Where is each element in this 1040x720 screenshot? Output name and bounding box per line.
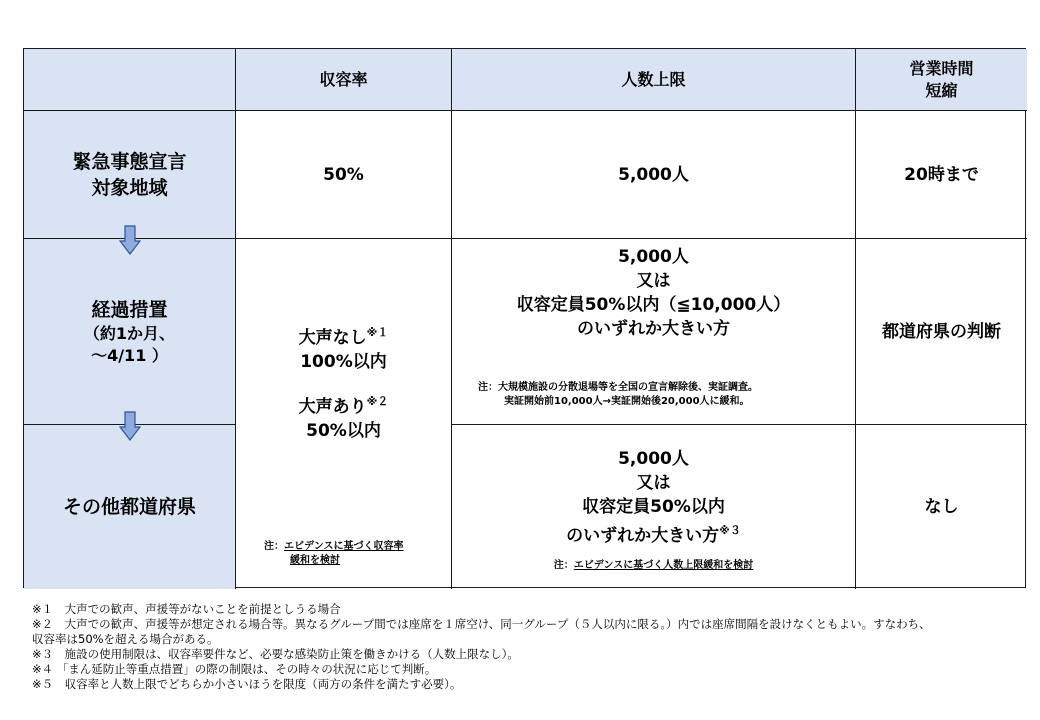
- restrictions-table: [23, 48, 1026, 588]
- row2-limit-line2: 又は: [636, 271, 671, 291]
- footnote-2-continued: 収容率は50%を超える場合がある。: [32, 632, 219, 646]
- row2-limit-note-line1: 注：大規模施設の分散退場等を全国の宣言解除後、実証調査。: [478, 382, 758, 393]
- header-capacity-rate: [236, 49, 452, 111]
- row2-hours-value: 都道府県の判断: [882, 321, 1001, 342]
- footnote-1: ※１ 大声での歓声、声援等がないことを前提としうる場合: [32, 602, 341, 616]
- row3-limit-line1: 5,000人: [618, 449, 689, 469]
- row2-hours: [856, 239, 1027, 425]
- row1-label-line2: 対象地域: [91, 176, 168, 199]
- capacity-rate-merged-cell: [236, 239, 452, 589]
- down-arrow-icon: [119, 411, 141, 441]
- row3-hours: [856, 425, 1027, 589]
- row3-limit-note-text: エビデンスに基づく人数上限緩和を検討: [573, 560, 754, 571]
- row1-hours: [856, 111, 1027, 239]
- footnote-ref-3: ※３: [719, 524, 741, 537]
- header-hours-line1: 営業時間: [909, 58, 974, 78]
- row3-limit-line4: のいずれか大きい方: [566, 526, 720, 546]
- header-capacity-rate-label: 収容率: [319, 69, 368, 89]
- row1-hours-value: 20時まで: [904, 164, 979, 185]
- rate-note-line1: エビデンスに基づく収容率: [284, 541, 404, 552]
- header-empty-cell: [24, 49, 236, 111]
- row2-limit-note-line2: 実証開始前10,000人→実証開始後20,000人に緩和。: [504, 396, 750, 407]
- row2-limit-line1: 5,000人: [618, 247, 689, 267]
- footnotes: [32, 602, 1040, 692]
- footnote-ref-2: ※２: [366, 395, 389, 408]
- header-business-hours: [856, 49, 1027, 111]
- row3-limit-line2: 又は: [636, 473, 671, 493]
- rate-loud-none-value: 100%以内: [300, 352, 387, 372]
- header-people-limit-label: 人数上限: [621, 69, 686, 89]
- row3-limit-line3: 収容定員50%以内: [582, 497, 725, 517]
- footnote-5: ※５ 収容率と人数上限でどちらか小さいほうを限度（両方の条件を満たす必要）。: [32, 677, 462, 691]
- row3-limit-note-prefix: 注：: [553, 560, 574, 571]
- row2-people-limit: [452, 239, 856, 425]
- row2-limit-note: [478, 381, 758, 409]
- row1-label-line1: 緊急事態宣言: [72, 150, 187, 173]
- rate-note-line2: 緩和を検討: [290, 555, 340, 566]
- row3-hours-value: なし: [924, 497, 959, 517]
- row1-capacity-rate: [236, 111, 452, 239]
- footnote-4: ※４ 「まん延防止等重点措置」の際の制限は、その時々の状況に応じて判断。: [32, 662, 437, 676]
- row3-label: その他都道府県: [62, 496, 196, 518]
- rate-note-prefix: 注：: [264, 541, 284, 552]
- row2-label-line1: 経過措置: [91, 298, 168, 321]
- row3-limit-note: [452, 559, 855, 573]
- row3-people-limit: [452, 425, 856, 589]
- row2-limit-line3: 収容定員50%以内（≦10,000人）: [516, 295, 791, 315]
- row-label-emergency: [24, 111, 236, 239]
- rate-loud-yes-value: 50%以内: [306, 421, 381, 441]
- footnote-ref-1: ※１: [366, 326, 389, 339]
- row-label-other-prefectures: [24, 425, 236, 589]
- header-people-limit: [452, 49, 856, 111]
- rate-loud-none-label: 大声なし: [298, 328, 367, 348]
- row1-people-limit-value: 5,000人: [618, 164, 689, 185]
- rate-loud-yes-label: 大声あり: [298, 397, 367, 417]
- row2-limit-line4: のいずれか大きい方: [576, 319, 730, 339]
- footnote-2: ※２ 大声での歓声、声援等が想定される場合等。異なるグループ間では座席を１席空け、同一グループ（５人以内に限る。）内では座席間隔を設けなくともよい。すなわち、: [32, 617, 931, 631]
- footnote-3: ※３ 施設の使用制限は、収容率要件など、必要な感染防止策を働きかける（人数上限なし）。: [32, 647, 519, 661]
- row2-label-line2: （約1か月、: [83, 323, 176, 343]
- header-hours-line2: 短縮: [925, 80, 958, 100]
- row2-label-line3: ～4/11 ）: [91, 345, 168, 365]
- row1-capacity-rate-value: 50%: [323, 164, 364, 185]
- row-label-transition: [24, 239, 236, 425]
- rate-note: [264, 540, 404, 568]
- down-arrow-icon: [119, 225, 141, 255]
- row1-people-limit: [452, 111, 856, 239]
